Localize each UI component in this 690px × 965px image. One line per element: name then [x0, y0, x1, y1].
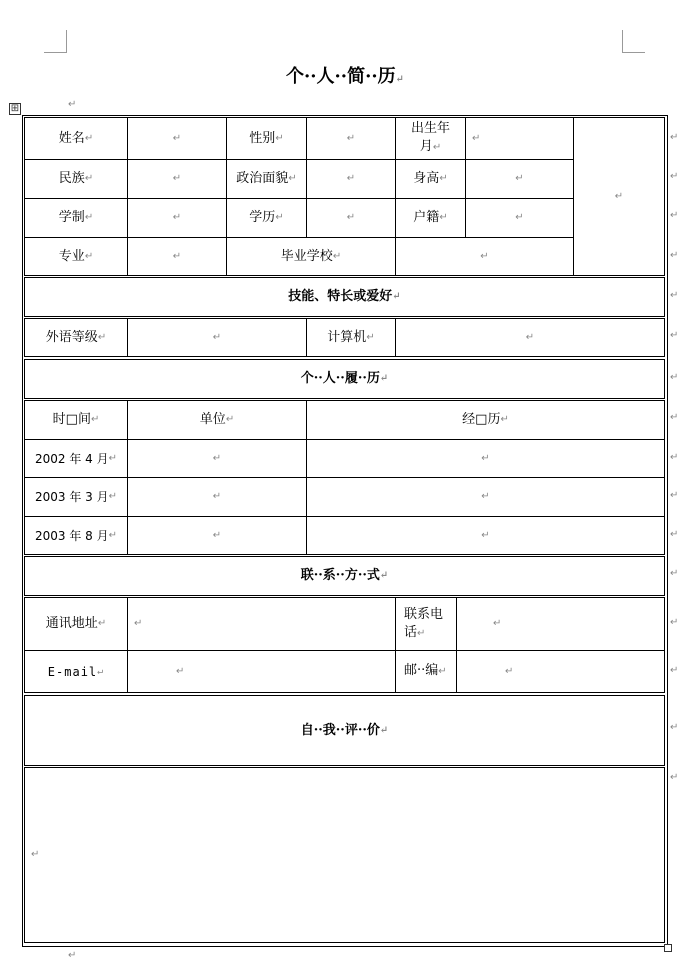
- height-value-cell[interactable]: ↵: [465, 159, 574, 199]
- address-label-cell: 通讯地址 ↵: [24, 597, 128, 651]
- address-value-cell[interactable]: ↵: [127, 597, 396, 651]
- school-label-cell: 毕业学校 ↵: [226, 237, 396, 276]
- name-value-cell[interactable]: ↵: [127, 117, 227, 160]
- hukou-label-cell: 户籍 ↵: [395, 198, 466, 238]
- page-corner-top-right: [622, 30, 645, 53]
- hukou-value-cell[interactable]: ↵: [465, 198, 574, 238]
- history-row-experience[interactable]: ↵: [306, 477, 665, 517]
- language-value-cell[interactable]: ↵: [127, 318, 307, 357]
- paragraph-mark: ↵: [68, 99, 77, 110]
- school-value-cell[interactable]: ↵: [395, 237, 574, 276]
- ethnicity-label-cell: 民族 ↵: [24, 159, 128, 199]
- row-end-mark: ↵: [670, 617, 679, 628]
- birth-value-cell[interactable]: ↵: [465, 117, 574, 160]
- zip-value-cell[interactable]: ↵: [456, 650, 665, 693]
- political-label-cell: 政治面貌 ↵: [226, 159, 307, 199]
- table-resize-handle[interactable]: [664, 944, 672, 952]
- self-eval-section-header: 自··我··评··价 ↵: [24, 695, 665, 766]
- name-label-cell: 姓名 ↵: [24, 117, 128, 160]
- row-end-mark: ↵: [670, 330, 679, 341]
- political-value-cell[interactable]: ↵: [306, 159, 396, 199]
- birth-label-cell: 出生年月↵: [395, 117, 466, 160]
- history-row-time: 2003 年 3 月 ↵: [24, 477, 128, 517]
- row-end-mark: ↵: [670, 372, 679, 383]
- row-end-mark: ↵: [670, 772, 679, 783]
- paragraph-mark: ↵: [68, 950, 77, 961]
- schooling-label-cell: 学制 ↵: [24, 198, 128, 238]
- history-row-experience[interactable]: ↵: [306, 516, 665, 555]
- history-col-experience: 经□历 ↵: [306, 400, 665, 440]
- history-col-unit: 单位 ↵: [127, 400, 307, 440]
- row-end-mark: ↵: [670, 490, 679, 501]
- history-row-unit[interactable]: ↵: [127, 516, 307, 555]
- history-row-experience[interactable]: ↵: [306, 439, 665, 478]
- row-end-mark: ↵: [670, 722, 679, 733]
- email-value-cell[interactable]: ↵: [127, 650, 396, 693]
- major-label-cell: 专业 ↵: [24, 237, 128, 276]
- page-corner-top-left: [44, 30, 67, 53]
- history-col-time: 时□间 ↵: [24, 400, 128, 440]
- row-end-mark: ↵: [670, 290, 679, 301]
- contact-section-header: 联··系··方··式 ↵: [24, 556, 665, 596]
- self-eval-content-cell[interactable]: ↵: [24, 767, 665, 943]
- row-end-mark: ↵: [670, 132, 679, 143]
- computer-label-cell: 计算机 ↵: [306, 318, 396, 357]
- language-label-cell: 外语等级 ↵: [24, 318, 128, 357]
- row-end-mark: ↵: [670, 665, 679, 676]
- education-label-cell: 学历 ↵: [226, 198, 307, 238]
- height-label-cell: 身高 ↵: [395, 159, 466, 199]
- history-row-unit[interactable]: ↵: [127, 477, 307, 517]
- row-end-mark: ↵: [670, 250, 679, 261]
- education-value-cell[interactable]: ↵: [306, 198, 396, 238]
- schooling-value-cell[interactable]: ↵: [127, 198, 227, 238]
- major-value-cell[interactable]: ↵: [127, 237, 227, 276]
- history-row-unit[interactable]: ↵: [127, 439, 307, 478]
- gender-value-cell[interactable]: ↵: [306, 117, 396, 160]
- email-label-cell: E-mail ↵: [24, 650, 128, 693]
- skills-section-header: 技能、特长或爱好 ↵: [24, 277, 665, 317]
- computer-value-cell[interactable]: ↵: [395, 318, 665, 357]
- history-row-time: 2002 年 4 月 ↵: [24, 439, 128, 478]
- resume-title: 个··人··简··历↵: [286, 66, 404, 87]
- ethnicity-value-cell[interactable]: ↵: [127, 159, 227, 199]
- history-section-header: 个··人··履··历 ↵: [24, 359, 665, 399]
- row-end-mark: ↵: [670, 452, 679, 463]
- table-move-handle-icon[interactable]: ⊞: [10, 103, 20, 114]
- zip-label-cell: 邮··编↵: [395, 650, 457, 693]
- row-end-mark: ↵: [670, 412, 679, 423]
- photo-cell[interactable]: ↵: [573, 117, 665, 276]
- history-row-time: 2003 年 8 月 ↵: [24, 516, 128, 555]
- row-end-mark: ↵: [670, 568, 679, 579]
- row-end-mark: ↵: [670, 171, 679, 182]
- phone-label-cell: 联系电话↵: [395, 597, 457, 651]
- gender-label-cell: 性别 ↵: [226, 117, 307, 160]
- row-end-mark: ↵: [670, 529, 679, 540]
- phone-value-cell[interactable]: ↵: [456, 597, 665, 651]
- row-end-mark: ↵: [670, 210, 679, 221]
